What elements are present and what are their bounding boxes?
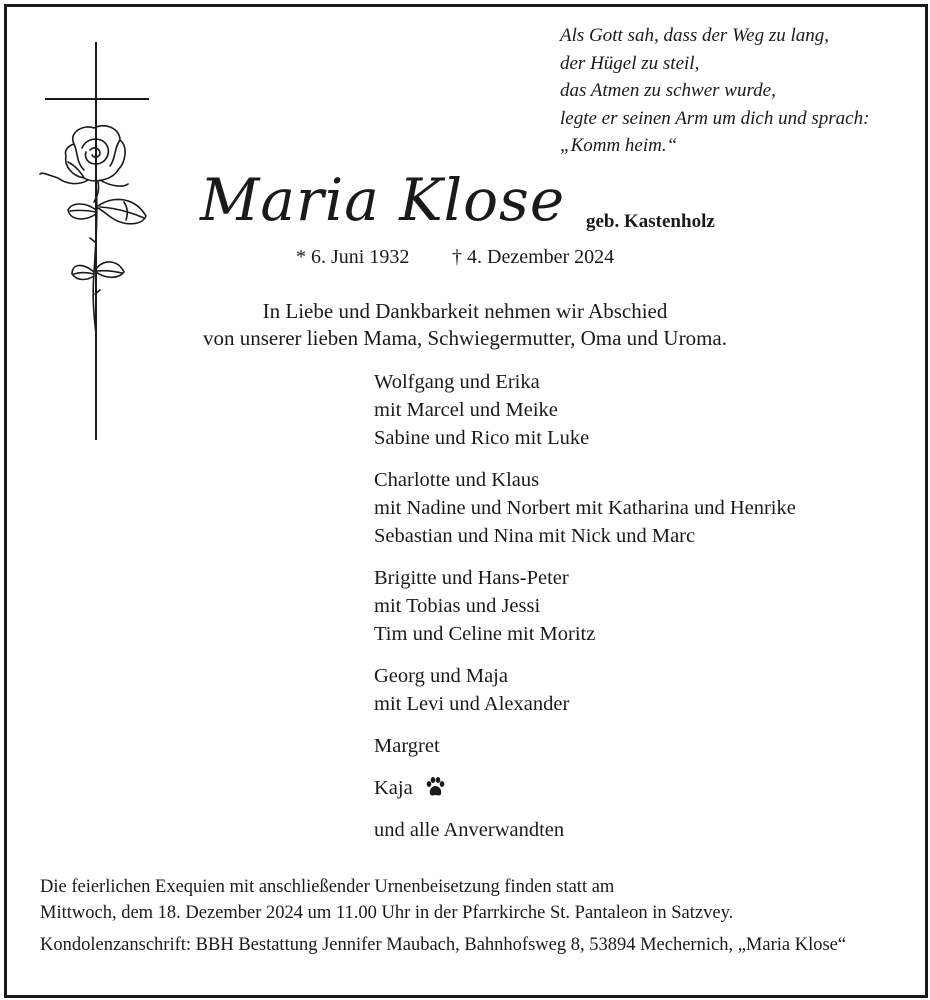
family-line: mit Marcel und Meike: [374, 399, 558, 421]
deceased-name: Maria Klose: [200, 166, 566, 234]
birth-date: * 6. Juni 1932: [296, 246, 410, 268]
paw-icon: [424, 776, 446, 798]
poem: [560, 22, 920, 160]
poem-line: legte er seinen Arm um dich und sprach:: [560, 107, 870, 129]
family-line: Margret: [374, 735, 440, 757]
family-line: Tim und Celine mit Moritz: [374, 623, 596, 645]
family-group: [374, 774, 914, 802]
cross-horizontal-bar: [45, 98, 149, 100]
family-group: [374, 816, 914, 844]
service-info: [40, 874, 910, 958]
service-line: Mittwoch, dem 18. Dezember 2024 um 11.00 Uhr in der Pfarrkirche St. Pantaleon in Satzvey.: [40, 903, 734, 923]
family-line-with-pet: [374, 774, 914, 802]
family-line: Charlotte und Klaus: [374, 469, 540, 491]
family-group: [374, 564, 914, 648]
poem-line: „Komm heim.“: [560, 135, 678, 156]
family-group: [374, 732, 914, 760]
family-line: mit Nadine und Norbert mit Katharina und Henrike: [374, 497, 796, 519]
family-group: [374, 466, 914, 550]
mourners-list: [374, 368, 914, 858]
family-line: Georg und Maja: [374, 665, 508, 687]
farewell-line: von unserer lieben Mama, Schwiegermutter, Oma und Uroma.: [202, 326, 727, 350]
family-line: Sebastian und Nina mit Nick und Marc: [374, 525, 696, 547]
service-line: Die feierlichen Exequien mit anschließender Urnenbeisetzung finden statt am: [40, 877, 615, 897]
family-line: Sabine und Rico mit Luke: [374, 427, 590, 449]
death-date: † 4. Dezember 2024: [452, 246, 615, 268]
family-line: Wolfgang und Erika: [374, 371, 540, 393]
poem-line: das Atmen zu schwer wurde,: [560, 80, 776, 101]
family-line: und alle Anverwandten: [374, 819, 565, 841]
family-group: [374, 368, 914, 452]
farewell-line: In Liebe und Dankbarkeit nehmen wir Abschied: [262, 299, 668, 323]
family-line: Kaja: [374, 777, 413, 799]
poem-line: Als Gott sah, dass der Weg zu lang,: [560, 25, 830, 46]
family-group: [374, 662, 914, 718]
family-line: mit Tobias und Jessi: [374, 595, 541, 617]
rose-icon: [38, 122, 156, 337]
farewell-text: [150, 298, 780, 352]
family-line: mit Levi und Alexander: [374, 693, 570, 715]
maiden-name: geb. Kastenholz: [586, 211, 715, 232]
condolence-address: Kondolenzanschrift: BBH Bestattung Jennifer Maubach, Bahnhofsweg 8, 53894 Mechernich, „Maria Klose“: [40, 935, 847, 955]
family-line: Brigitte und Hans-Peter: [374, 567, 569, 589]
poem-line: der Hügel zu steil,: [560, 52, 700, 74]
